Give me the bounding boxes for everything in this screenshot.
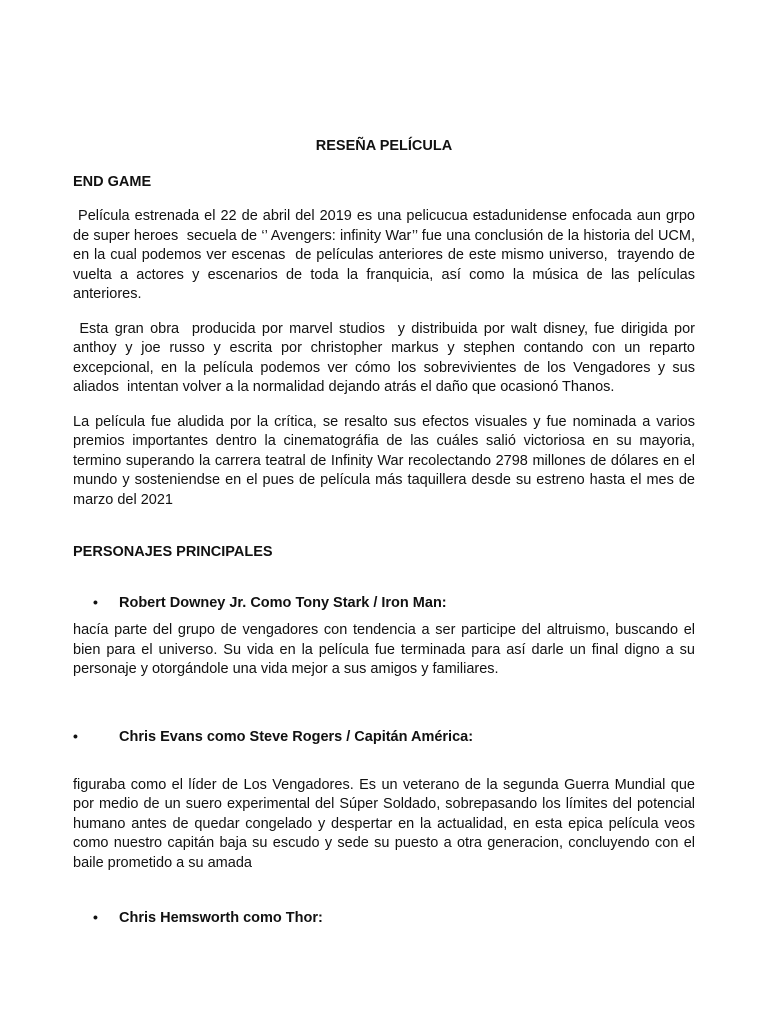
character-item-thor — [73, 909, 695, 926]
bullet-icon: • — [93, 594, 98, 610]
character-description: hacía parte del grupo de vengadores con tendencia a ser participe del altruismo, buscando el bien para el universo. Su vida en la película fue terminada para así darle un final digno a su personaje y otorgándole una vida mejor a sus amigos y familiares. — [73, 622, 695, 677]
document-subtitle: END GAME — [73, 174, 152, 190]
paragraph-2: Esta gran obra producida por marvel studios y distribuida por walt disney, fue dirigida por anthoy y joe russo y escrita por christopher markus y stephen contando con un reparto excepcional, en la película podemos ver cómo los sobrevivientes de los Vengadores y sus aliados intentan volver a la normalidad dejando atrás el daño que ocasionó Thanos. — [73, 320, 700, 395]
paragraph-3: La película fue aludida por la crítica, se resalto sus efectos visuales y fue nominada a varios premios importantes dentro la cinematográfia de las cuáles salió victoriosa en su mayoria, termino superando la carrera teatral de Infinity War recolectando 2798 millones de dólares en el mundo y sosteniendse en el pues de película más taquillera desde su estreno hasta el mes de marzo del 2021 — [73, 413, 695, 508]
document-title: RESEÑA PELÍCULA — [315, 138, 453, 154]
character-description: figuraba como el líder de Los Vengadores. Es un veterano de la segunda Guerra Mundial que por medio de un suero experimental del Súper Soldado, sobrepasando los límites del potencial humano antes de quedar congelado y despertar en la actualidad, en esta epica película veos como nuestro capitán baja su escudo y sede su puesto a otra generacion, concluyendo con el baile prometido a su amada — [73, 776, 695, 871]
character-heading: Chris Evans como Steve Rogers / Capitán América: — [119, 728, 474, 745]
paragraph-1: Película estrenada el 22 de abril del 2019 es una pelicucua estadunidense enfocada aun grpo de super heroes secuela de ‘’ Avengers: infinity War’’ fue una conclusión de la historia del UCM, en la cual podemos ver escenas de películas anteriores de este mismo universo, trayendo de vuelta a actores y escenarios de toda la franquicia, así como la música de las películas anteriores. — [73, 208, 700, 302]
character-item-captain-america — [73, 728, 695, 745]
character-item-iron-man — [73, 594, 695, 611]
bullet-icon: • — [93, 909, 98, 925]
bullet-icon: • — [73, 727, 78, 744]
character-heading: Chris Hemsworth como Thor: — [119, 910, 323, 926]
character-heading: Robert Downey Jr. Como Tony Stark / Iron Man: — [119, 595, 447, 611]
section-heading: PERSONAJES PRINCIPALES — [73, 544, 273, 560]
